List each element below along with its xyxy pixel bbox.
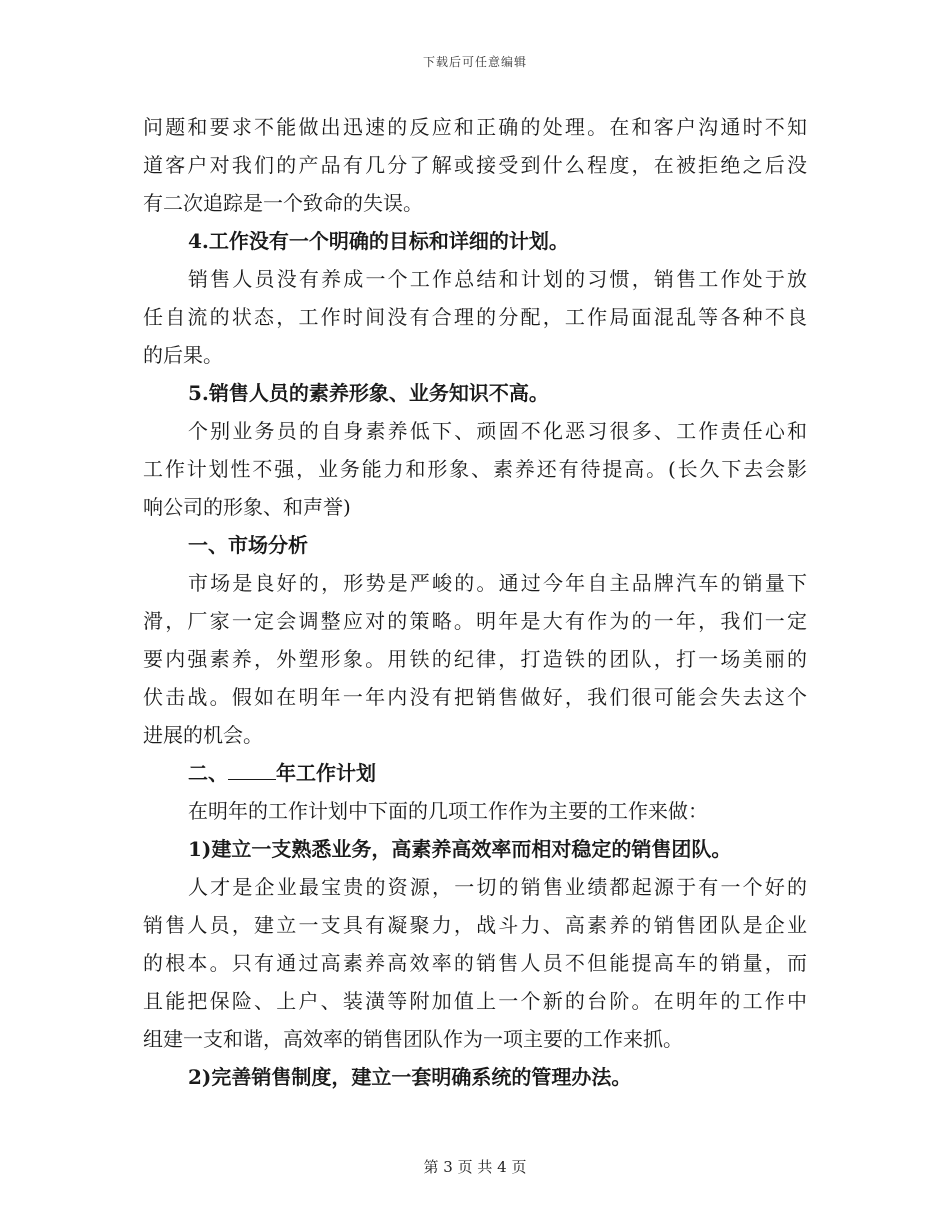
section-heading: 4.工作没有一个明确的目标和详细的计划。 [188,229,569,253]
paragraph-line: 响公司的形象、和声誉) [143,495,351,519]
section-heading: 2)完善销售制度，建立一套明确系统的管理办法。 [188,1065,632,1089]
section-heading: 一、市场分析 [188,533,308,557]
paragraph-line: 在明年的工作计划中下面的几项工作作为主要的工作来做： [188,799,708,823]
paragraph-line: 任自流的状态，工作时间没有合理的分配，工作局面混乱等各种不良 [143,305,807,329]
paragraph-line: 进展的机会。 [143,723,263,747]
heading-suffix: 年工作计划 [276,761,376,785]
paragraph-line: 组建一支和谐，高效率的销售团队作为一项主要的工作来抓。 [143,1027,683,1051]
paragraph-line: 伏击战。假如在明年一年内没有把销售做好，我们很可能会失去这个 [143,685,807,709]
section-heading: 1)建立一支熟悉业务，高素养高效率而相对稳定的销售团队。 [188,837,732,861]
paragraph-line: 且能把保险、上户、装潢等附加值上一个新的台阶。在明年的工作中 [143,989,807,1013]
paragraph-line: 的根本。只有通过高素养高效率的销售人员不但能提高车的销量，而 [143,951,807,975]
paragraph-line: 滑，厂家一定会调整应对的策略。明年是大有作为的一年，我们一定 [143,609,807,633]
paragraph-line: 有二次追踪是一个致命的失误。 [143,191,423,215]
document-body [143,108,807,1096]
paragraph-line: 的后果。 [143,343,223,367]
paragraph-line: 人才是企业最宝贵的资源，一切的销售业绩都起源于有一个好的 [188,875,807,899]
paragraph-line: 要内强素养，外塑形象。用铁的纪律，打造铁的团队，打一场美丽的 [143,647,807,671]
page-footer: 第 3 页 共 4 页 [423,1158,527,1176]
paragraph-line: 市场是良好的，形势是严峻的。通过今年自主品牌汽车的销量下 [188,571,807,595]
year-blank [228,757,276,780]
heading-prefix: 二、 [188,761,228,785]
paragraph-line: 道客户对我们的产品有几分了解或接受到什么程度，在被拒绝之后没 [143,153,807,177]
paragraph-line: 销售人员没有养成一个工作总结和计划的习惯，销售工作处于放 [188,267,807,291]
header-note: 下载后可任意编辑 [422,55,527,69]
paragraph-line: 个别业务员的自身素养低下、顽固不化恶习很多、工作责任心和 [188,419,807,443]
section-heading [143,754,807,792]
paragraph-line: 问题和要求不能做出迅速的反应和正确的处理。在和客户沟通时不知 [143,115,807,139]
paragraph-line: 销售人员，建立一支具有凝聚力，战斗力、高素养的销售团队是企业 [143,913,807,937]
section-heading: 5.销售人员的素养形象、业务知识不高。 [188,381,549,405]
paragraph-line: 工作计划性不强，业务能力和形象、素养还有待提高。(长久下去会影 [143,457,807,481]
